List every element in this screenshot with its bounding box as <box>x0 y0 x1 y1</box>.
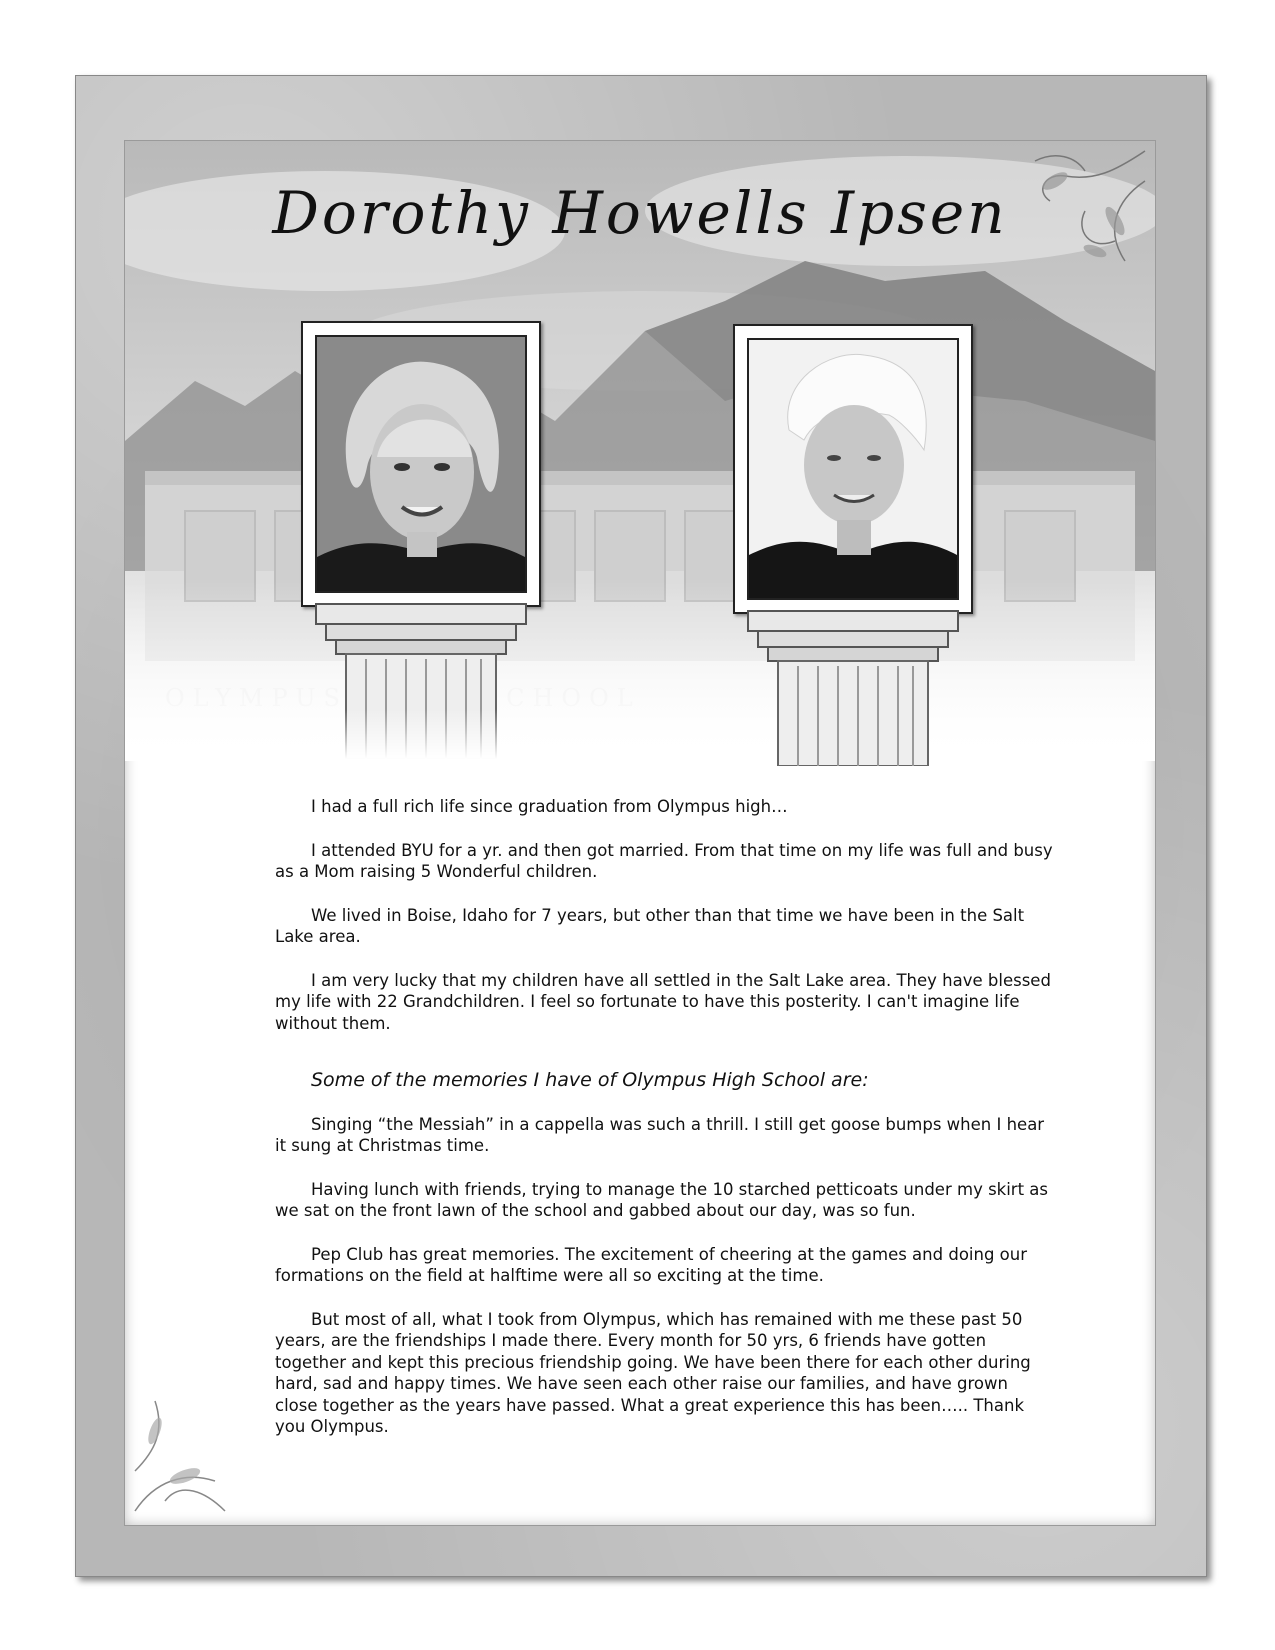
memory-paragraph: Having lunch with friends, trying to manage the 10 starched petticoats under my skirt as we sat on the front lawn of the school and gabbed about our day, was so fun. <box>275 1179 1049 1220</box>
young-portrait-frame <box>301 321 541 607</box>
memory-paragraph: But most of all, what I took from Olympus, which has remained with me these past 50 years, are the friendships I made there. Every month for 50 yrs, 6 friends have gotten together and kept this precious friendship going. We have been there for each other during hard, sad and happy times. We have seen each other raise our families, and have grown close together as the years have passed. What a great experience this has been….. Thank you Olympus. <box>275 1309 1031 1436</box>
paragraph: I attended BYU for a yr. and then got married. From that time on my life was full and busy as a Mom raising 5 Wonderful children. <box>275 840 1053 881</box>
floral-ornament-icon <box>125 1371 275 1521</box>
floral-ornament-icon <box>995 141 1155 291</box>
page-title: Dorothy Howells Ipsen <box>272 179 1008 247</box>
memory-paragraph: Pep Club has great memories. The excitement of cheering at the games and doing our formations on the field at halftime were all so exciting at the time. <box>275 1244 1028 1285</box>
young-portrait-photo <box>315 335 527 593</box>
stone-column <box>311 599 531 759</box>
recent-portrait-frame <box>733 324 973 614</box>
content-panel <box>124 140 1156 1526</box>
paragraph: I had a full rich life since graduation from Olympus high… <box>311 797 788 816</box>
young-portrait-image <box>317 337 525 591</box>
memory-paragraph: Singing “the Messiah” in a cappella was such a thrill. I still get goose bumps when I hear it sung at Christmas time. <box>275 1114 1045 1155</box>
recent-portrait-photo <box>747 338 959 600</box>
paragraph: We lived in Boise, Idaho for 7 years, but other than that time we have been in the Salt Lake area. <box>275 905 1025 946</box>
recent-portrait-image <box>749 340 957 598</box>
paragraph: I am very lucky that my children have all settled in the Salt Lake area. They have blessed my life with 22 Grandchildren. I feel so fortunate to have this posterity. I can't imagine life without them. <box>275 970 1051 1033</box>
biography-text <box>275 796 1055 1460</box>
stone-column <box>743 606 963 766</box>
page-frame <box>75 75 1207 1577</box>
memories-heading: Some of the memories I have of Olympus High School are: <box>311 1069 869 1091</box>
